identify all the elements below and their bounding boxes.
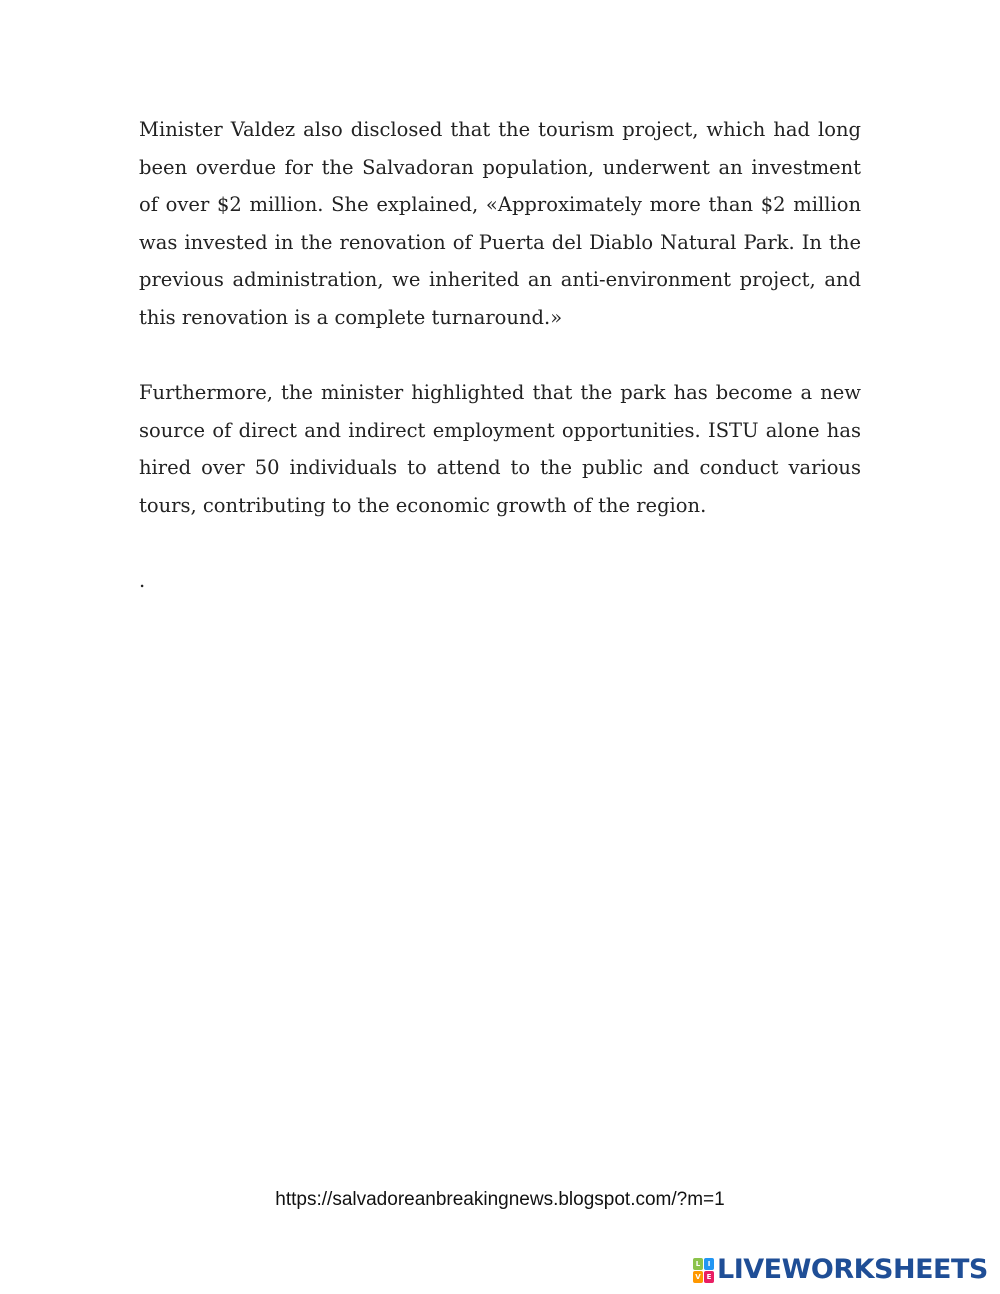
liveworksheets-logo	[693, 1255, 988, 1285]
article-body	[139, 111, 861, 600]
trailing-period: .	[139, 569, 146, 593]
logo-tile: L	[693, 1258, 703, 1270]
logo-tile: V	[693, 1271, 703, 1283]
source-url: https://salvadoreanbreakingnews.blogspot.com/?m=1	[275, 1189, 725, 1210]
logo-tile: I	[704, 1258, 714, 1270]
paragraph-investment: Minister Valdez also disclosed that the tourism project, which had long been overdue for the Salvadoran population, underwent an investment of over $2 million. She explained, «Approximately more than $2 million was invested in the renovation of Puerta del Diablo Natural Park. In the previous administration, we inherited an anti-environment project, and this renovation is a complete turnaround.»	[139, 118, 861, 329]
logo-tile: E	[704, 1271, 714, 1283]
logo-wordmark: LIVEWORKSHEETS	[717, 1254, 988, 1285]
logo-mark-icon	[693, 1258, 713, 1282]
paragraph-employment: Furthermore, the minister highlighted that the park has become a new source of direct and indirect employment opportunities. ISTU alone has hired over 50 individuals to attend to the public and conduct various tours, contributing to the economic growth of the region.	[139, 381, 861, 517]
